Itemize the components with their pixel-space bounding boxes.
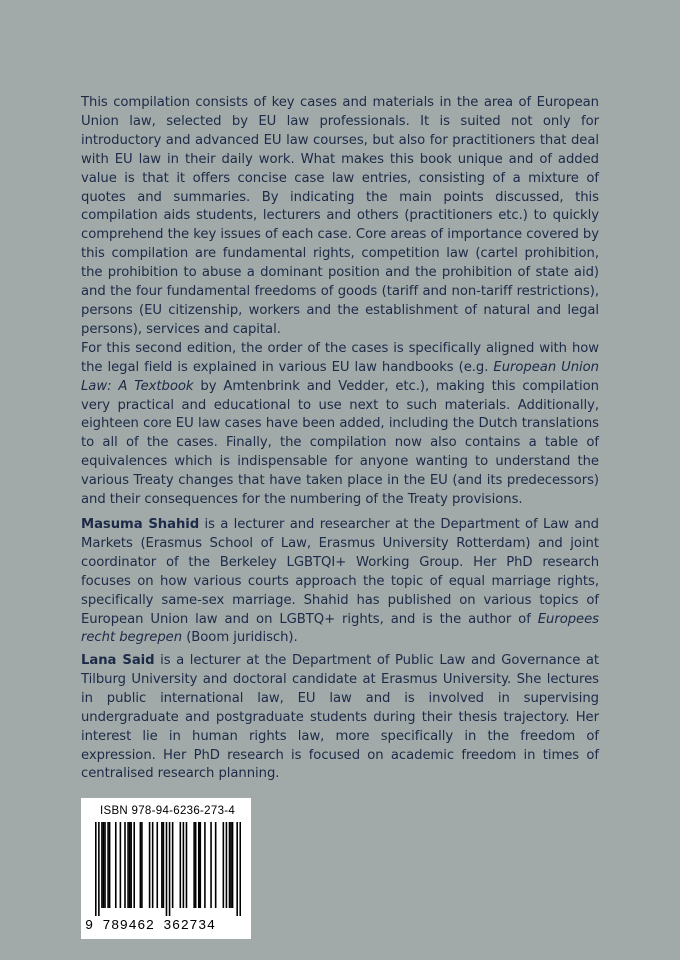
author-book-title: Europees recht begrepen (81, 611, 599, 646)
barcode-bar (107, 822, 109, 908)
barcode-bar (130, 822, 132, 908)
barcode-bar (230, 822, 232, 908)
isbn-label: ISBN 978-94-6236-273-4 (100, 805, 236, 817)
barcode-bar (101, 822, 103, 908)
barcode-bar (149, 822, 151, 908)
barcode-bar (186, 822, 188, 908)
barcode-bar (215, 822, 217, 908)
barcode-bar (200, 822, 202, 908)
author-bio-shahid-text (81, 516, 599, 648)
handbook-title: European Union Law: A Textbook (81, 359, 599, 394)
barcode-bar (198, 822, 200, 908)
barcode-bar (156, 822, 158, 908)
barcode-bar (210, 822, 212, 908)
barcode-bar (239, 822, 241, 916)
blurb-paragraph-2-end: by Amtenbrink and Vedder, etc.), making this compilation very practical and educational to use next to such materials. Additionally, eighteen core EU law cases have been added, including the Dutch translations to all of the cases. Finally, the compilation now also contains a table of equivalences which is indispensable for anyone wanting to understand the various Treaty changes that have taken place in the EU (and its predecessors) and their consequences for the numbering of the Treaty provisions. (81, 378, 599, 508)
author-bio-shahid-end: (Boom juridisch). (182, 630, 298, 646)
barcode-bar (183, 822, 185, 908)
barcode-digits: 9 789462 362734 (85, 919, 216, 934)
barcode-bar (152, 822, 154, 908)
barcode-bar (120, 822, 122, 908)
blurb-text (81, 94, 599, 510)
barcode-bar (140, 822, 142, 908)
barcode-bar (109, 822, 111, 908)
author-name-said: Lana Said (81, 653, 155, 668)
barcode-bar (133, 822, 135, 908)
author-bio-shahid-start: is a lecturer and researcher at the Department of Law and Markets (Erasmus School of Law, Erasmus University Rotterdam) and joint coordinator of the Berkeley LGBTQI+ Working Group. Her PhD research focuses on how various courts approach the topic of equal marriage rights, specifically same-sex marriage. Shahid has published on various topics of European Union law and on LGBTQ+ rights, and is the author of (81, 517, 599, 627)
barcode-bar (236, 822, 238, 916)
barcode-bar (226, 822, 228, 908)
barcode-bar (223, 822, 225, 908)
barcode-bar (103, 822, 105, 908)
blurb-paragraph-2-start: For this second edition, the order of the cases is specifically aligned with how the legal field is explained in various EU law handbooks (e.g. (81, 340, 599, 375)
barcode-bar (195, 822, 197, 908)
barcode-bar (180, 822, 182, 908)
blurb-paragraph-2 (81, 340, 599, 510)
barcode-bar (98, 822, 100, 916)
barcode-bar (204, 822, 206, 908)
author-bio-said-text (81, 652, 599, 784)
barcode-bar (163, 822, 165, 908)
barcode-bar (161, 822, 163, 908)
barcode-bar (166, 822, 168, 916)
author-bio-said-body: is a lecturer at the Department of Public Law and Governance at Tilburg University and doctoral candidate at Erasmus University. She lectures in public international law, EU law and is involved in supervising undergraduate and postgraduate students during their thesis trajectory. Her interest lie in human rights law, more specifically in the freedom of expression. Her PhD research is focused on academic freedom in times of centralised research planning. (81, 653, 599, 782)
author-name-shahid: Masuma Shahid (81, 517, 200, 532)
barcode-bar (232, 822, 234, 908)
barcode-bar (172, 822, 174, 908)
author-bio-shahid (81, 516, 599, 648)
barcode-bar (169, 822, 171, 916)
barcode-bar (104, 822, 106, 908)
barcode-bar (124, 822, 126, 908)
barcode-bar (141, 822, 143, 908)
barcode-bar (129, 822, 131, 908)
barcode-bar (229, 822, 231, 908)
isbn-barcode (81, 798, 251, 939)
barcode-bar (95, 822, 97, 916)
barcode-bars (95, 822, 241, 916)
author-bio-said (81, 652, 599, 784)
barcode-bar (115, 822, 117, 908)
barcode-bar (193, 822, 195, 908)
barcode-bar (127, 822, 129, 908)
blurb-paragraph-1: This compilation consists of key cases and materials in the area of European Union law, selected by EU law professionals. It is suited not only for introductory and advanced EU law courses, but also for practitioners that deal with EU law in their daily work. What makes this book unique and of added value is that it offers concise case law entries, consisting of a mixture of quotes and summaries. By indicating the main points discussed, this compilation aids students, lecturers and others (practitioners etc.) to quickly comprehend the key issues of each case. Core areas of importance covered by this compilation are fundamental rights, competition law (cartel prohibition, the prohibition to abuse a dominant position and the prohibition of state aid) and the four fundamental freedoms of goods (tariff and non-tariff restrictions), persons (EU citizenship, workers and the establishment of natural and legal persons), services and capital. (81, 95, 599, 337)
